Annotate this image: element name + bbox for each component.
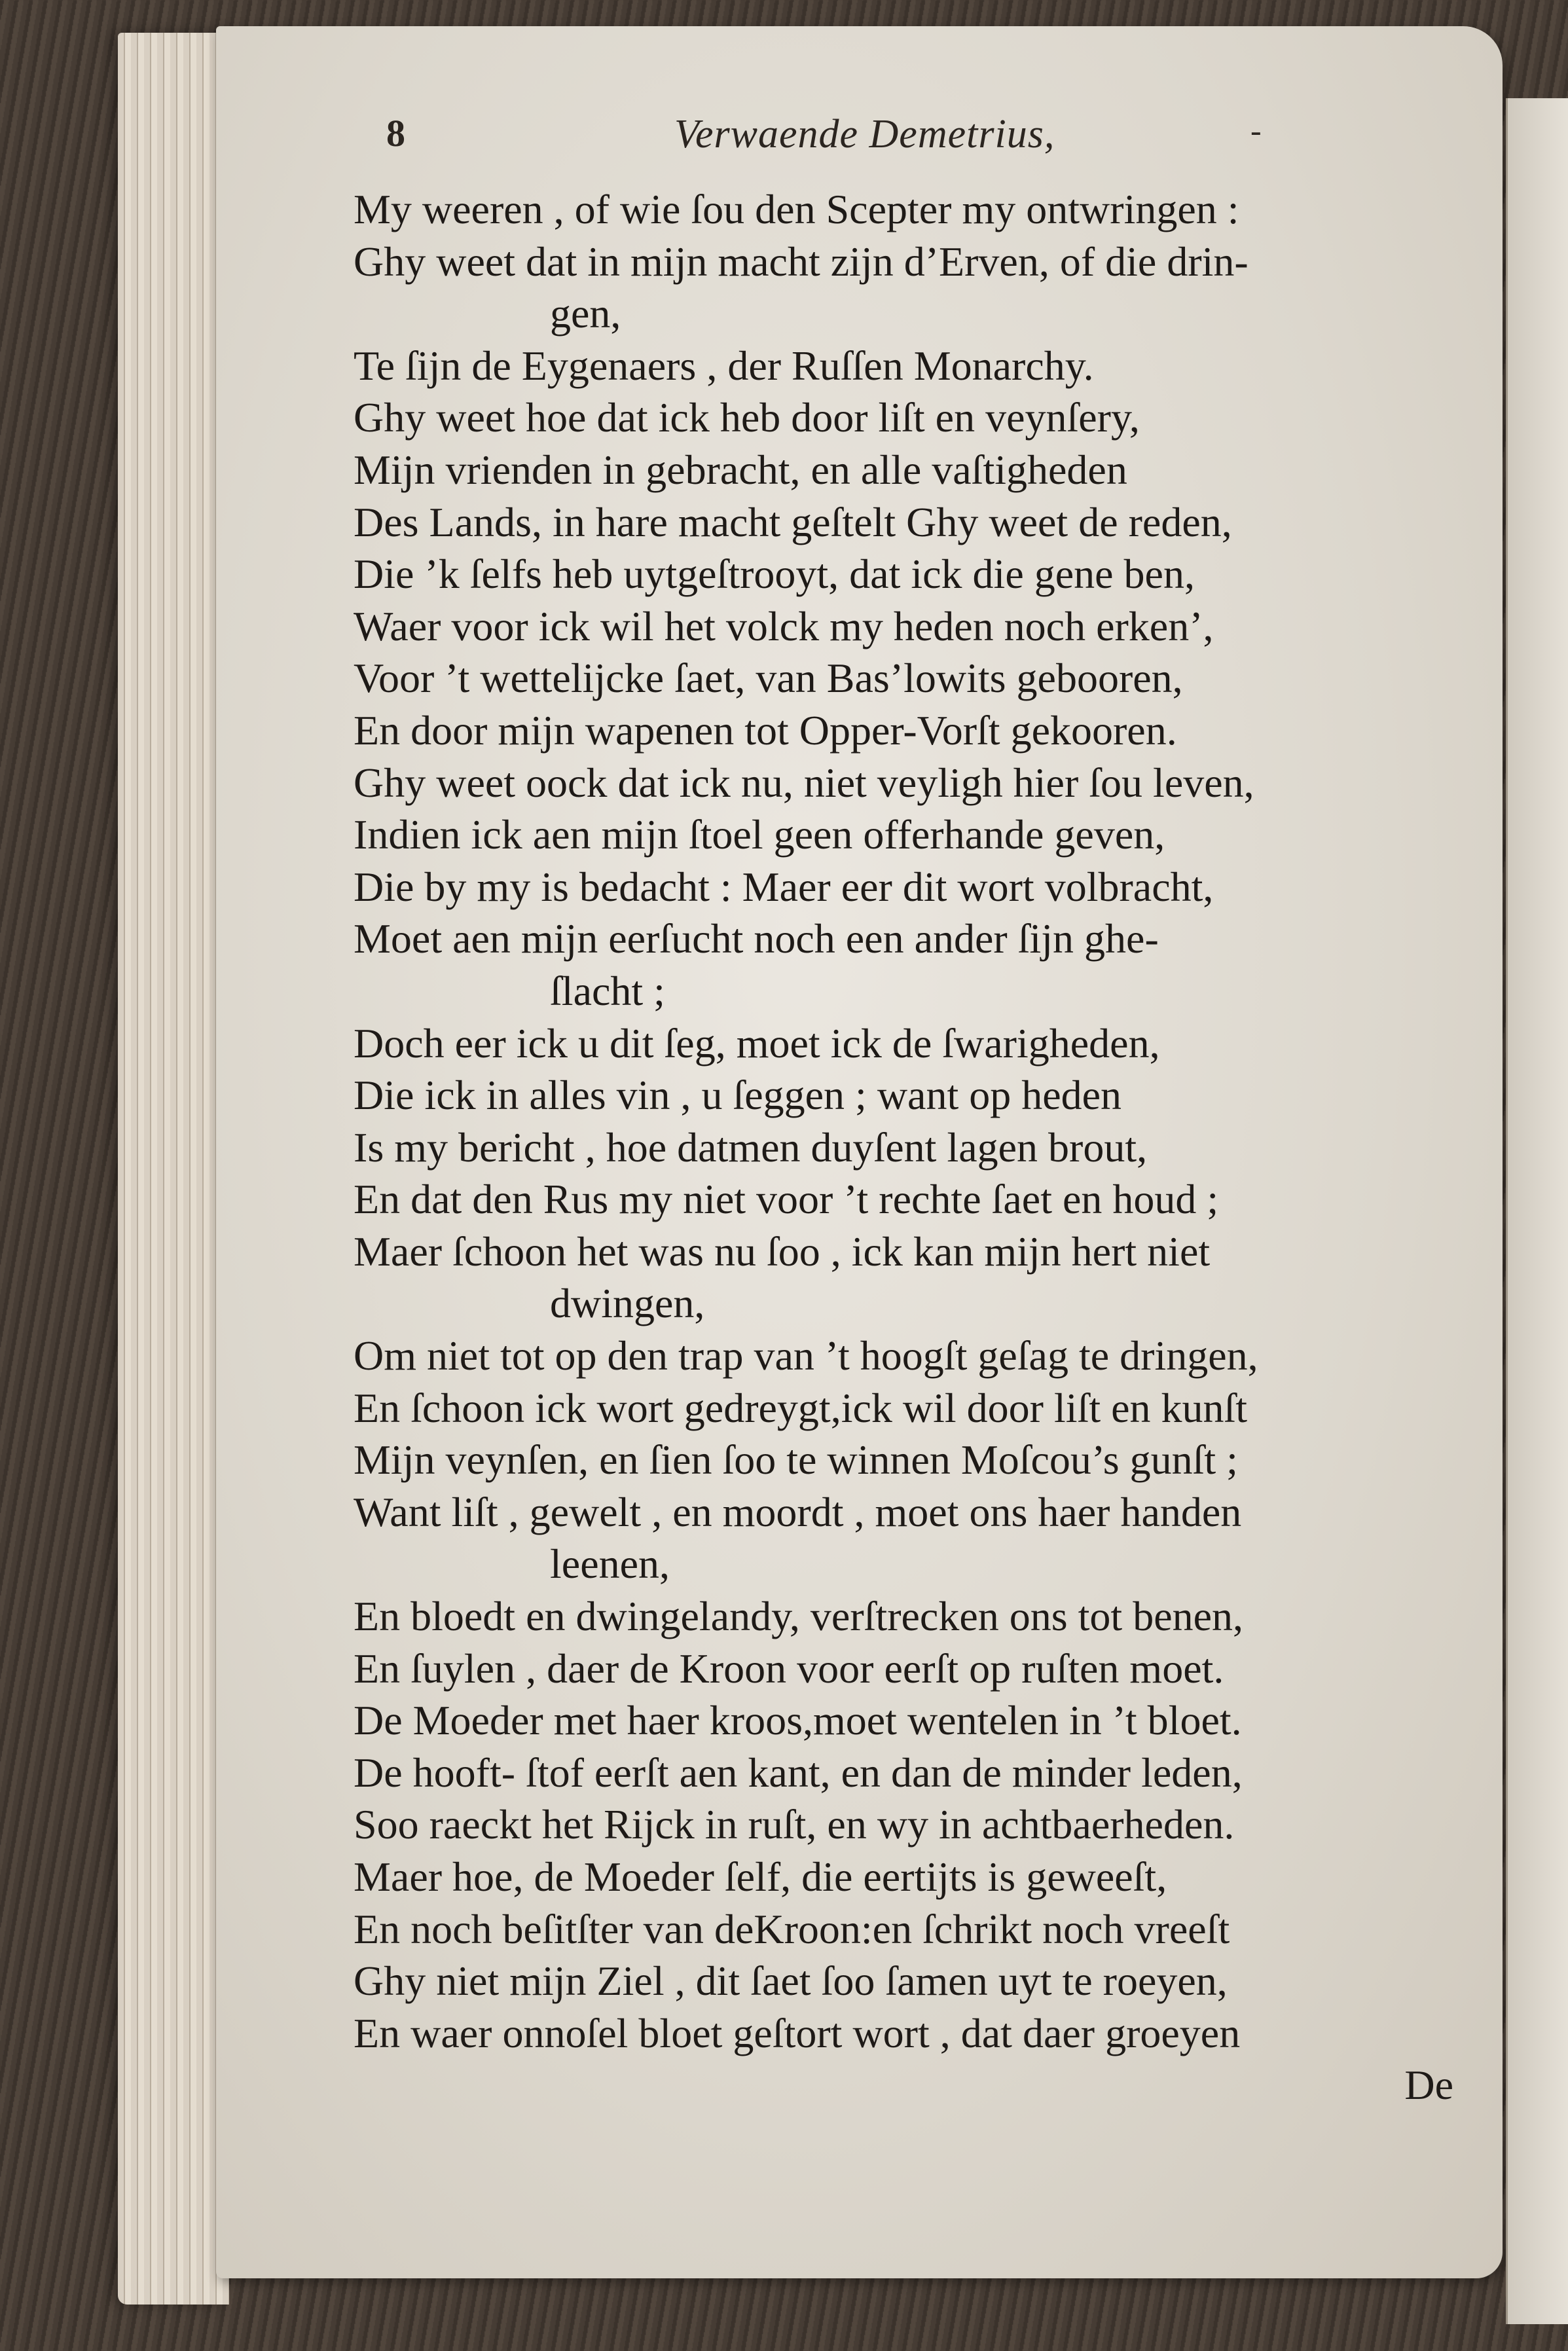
verse-line: Mijn veynſen, en ſien ſoo te winnen Moſcou’s gunſt ; [354, 1436, 1238, 1484]
verse-line: Die ick in alles vin , u ſeggen ; want op heden [354, 1072, 1122, 1119]
page-edges [118, 33, 229, 2305]
verse-line: Mijn vrienden in gebracht, en alle vaſtigheden [354, 446, 1127, 493]
verse-line: De hooft- ſtof eerſt aen kant, en dan de minder leden, [354, 1749, 1243, 1796]
verse-line-continuation: gen, [550, 290, 621, 337]
verse-line: Soo raeckt het Rijck in ruſt, en wy in achtbaerheden. [354, 1801, 1235, 1848]
verse-line: En dat den Rus my niet voor ’t rechte ſaet en houd ; [354, 1176, 1219, 1223]
verse-line-continuation: leenen, [550, 1540, 670, 1588]
verse-line-continuation: ſlacht ; [550, 967, 665, 1014]
page-number: 8 [386, 112, 405, 155]
running-head [386, 111, 1368, 170]
verse-line: Ghy weet dat in mijn macht zijn d’Erven, of die drin- [354, 238, 1249, 285]
running-title: Verwaende Demetrius, [674, 112, 1055, 156]
verse-line: Doch eer ick u dit ſeg, moet ick de ſwarigheden, [354, 1019, 1160, 1066]
verse-line: Voor ’t wettelijcke ſaet, van Bas’lowits gebooren, [354, 655, 1183, 702]
verse-line: Om niet tot op den trap van ’t hoogſt geſag te dringen, [354, 1332, 1258, 1379]
verse-line: De Moeder met haer kroos,moet wentelen in ’t bloet. [354, 1697, 1242, 1744]
verse-line: Indien ick aen mijn ſtoel geen offerhande geven, [354, 811, 1165, 858]
verse-line: En ſuylen , daer de Kroon voor eerſt op ruſten moet. [354, 1645, 1224, 1692]
verse-line: Want liſt , gewelt , en moordt , moet ons haer handen [354, 1488, 1242, 1535]
verse-text [354, 183, 1480, 2111]
verse-line: Ghy weet hoe dat ick heb door liſt en veynſery, [354, 394, 1140, 441]
verse-line: My weeren , of wie ſou den Scepter my ontwringen : [354, 186, 1239, 232]
facing-page-edge [1506, 98, 1568, 2324]
verse-line: En waer onnoſel bloet geſtort wort , dat daer groeyen [354, 2009, 1241, 2056]
verse-line: En ſchoon ick wort gedreygt,ick wil door liſt en kunſt [354, 1384, 1248, 1431]
verse-line: En door mijn wapenen tot Opper-Vorſt gekooren. [354, 706, 1177, 754]
verse-line: Ghy weet oock dat ick nu, niet veyligh hier ſou leven, [354, 759, 1254, 806]
verse-line: En bloedt en dwingelandy, verſtrecken ons tot benen, [354, 1593, 1243, 1640]
verse-line: Is my bericht , hoe datmen duyſent lagen brout, [354, 1123, 1148, 1171]
verse-line: Ghy niet mijn Ziel , dit ſaet ſoo ſamen uyt te roeyen, [354, 1958, 1228, 2005]
verse-line: Waer voor ick wil het volck my heden noch erken’, [354, 602, 1214, 649]
verse-line: En noch beſitſter van deKroon:en ſchrikt noch vreeſt [354, 1905, 1230, 1952]
verse-line: Des Lands, in hare macht geſtelt Ghy weet de reden, [354, 498, 1232, 545]
verse-line: Maer hoe, de Moeder ſelf, die eertijts is geweeſt, [354, 1853, 1167, 1900]
verse-line: Te ſijn de Eygenaers , der Ruſſen Monarchy. [354, 342, 1094, 389]
catchword: De [1404, 2062, 1453, 2109]
verse-line: Moet aen mijn eerſucht noch een ander ſijn ghe- [354, 915, 1159, 962]
verse-line: Die ’k ſelfs heb uytgeſtrooyt, dat ick die gene ben, [354, 551, 1195, 598]
head-mark: - [1250, 112, 1262, 149]
verse-line: Die by my is bedacht : Maer eer dit wort volbracht, [354, 863, 1214, 910]
verse-line: Maer ſchoon het was nu ſoo , ick kan mijn hert niet [354, 1228, 1211, 1275]
verse-line-continuation: dwingen, [550, 1280, 705, 1327]
